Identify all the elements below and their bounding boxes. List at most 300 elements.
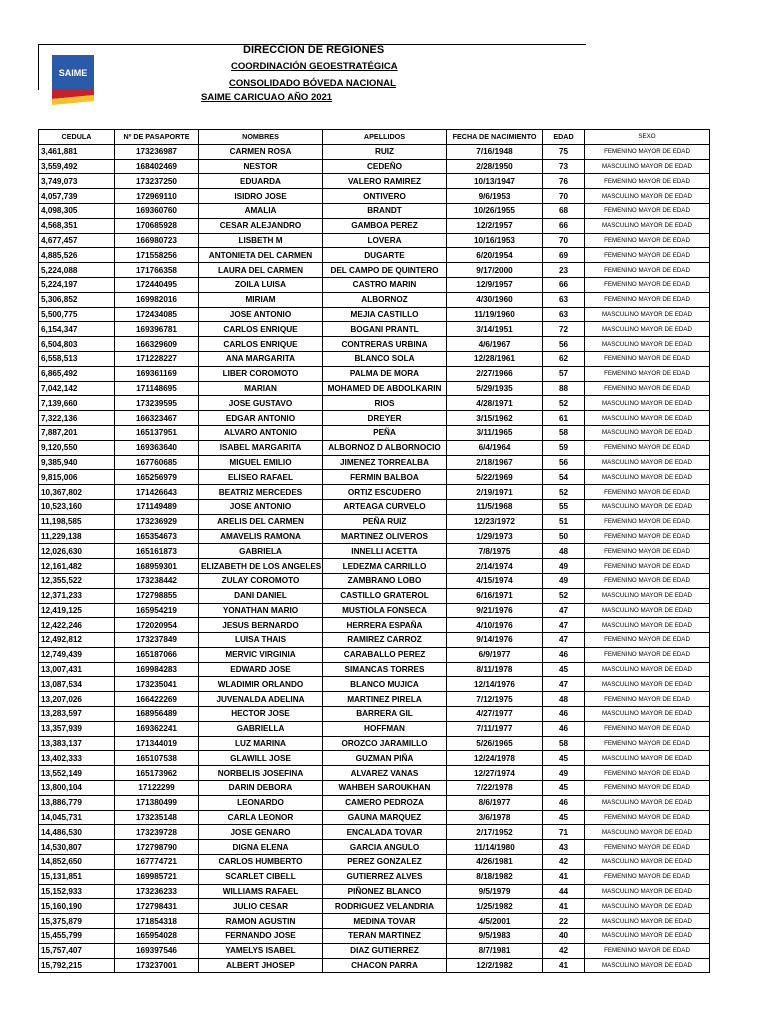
cell-cedula: 15,455,799 xyxy=(39,929,115,944)
cell-apellidos: BARRERA GIL xyxy=(323,707,447,722)
cell-pasaporte: 171558256 xyxy=(115,248,199,263)
cell-cedula: 3,461,881 xyxy=(39,144,115,159)
table-row xyxy=(39,514,710,529)
cell-nombres: EDWARD JOSE xyxy=(199,662,323,677)
cell-cedula: 3,559,492 xyxy=(39,159,115,174)
table-row xyxy=(39,203,710,218)
table-row xyxy=(39,677,710,692)
cell-apellidos: CHACON PARRA xyxy=(323,958,447,973)
cell-fecha-nacimiento: 12/2/1957 xyxy=(447,218,543,233)
cell-nombres: HECTOR JOSE xyxy=(199,707,323,722)
cell-sexo: MASCULINO MAYOR DE EDAD xyxy=(585,470,710,485)
cell-apellidos: CASTRO MARIN xyxy=(323,277,447,292)
cell-edad: 41 xyxy=(543,869,585,884)
cell-cedula: 4,568,351 xyxy=(39,218,115,233)
cell-edad: 71 xyxy=(543,825,585,840)
cell-fecha-nacimiento: 9/14/1976 xyxy=(447,633,543,648)
cell-cedula: 7,887,201 xyxy=(39,425,115,440)
cell-sexo: MASCULINO MAYOR DE EDAD xyxy=(585,425,710,440)
cell-edad: 70 xyxy=(543,233,585,248)
cell-edad: 47 xyxy=(543,618,585,633)
cell-pasaporte: 173235041 xyxy=(115,677,199,692)
cell-fecha-nacimiento: 2/18/1967 xyxy=(447,455,543,470)
cell-cedula: 11,229,138 xyxy=(39,529,115,544)
cell-sexo: MASCULINO MAYOR DE EDAD xyxy=(585,396,710,411)
cell-fecha-nacimiento: 8/18/1982 xyxy=(447,869,543,884)
cell-edad: 46 xyxy=(543,795,585,810)
cell-pasaporte: 166329609 xyxy=(115,337,199,352)
cell-cedula: 12,419,125 xyxy=(39,603,115,618)
cell-cedula: 13,283,597 xyxy=(39,707,115,722)
cell-pasaporte: 171380499 xyxy=(115,795,199,810)
cell-sexo: FEMENINO MAYOR DE EDAD xyxy=(585,381,710,396)
cell-fecha-nacimiento: 9/17/2000 xyxy=(447,263,543,278)
cell-apellidos: ALBORNOZ xyxy=(323,292,447,307)
cell-pasaporte: 169982016 xyxy=(115,292,199,307)
cell-edad: 45 xyxy=(543,662,585,677)
table-row xyxy=(39,396,710,411)
cell-apellidos: ENCALADA TOVAR xyxy=(323,825,447,840)
cell-edad: 23 xyxy=(543,263,585,278)
cell-apellidos: MEDINA TOVAR xyxy=(323,914,447,929)
table-row xyxy=(39,958,710,973)
cell-edad: 52 xyxy=(543,485,585,500)
cell-nombres: JESUS BERNARDO xyxy=(199,618,323,633)
cell-sexo: MASCULINO MAYOR DE EDAD xyxy=(585,218,710,233)
cell-sexo: FEMENINO MAYOR DE EDAD xyxy=(585,277,710,292)
cell-apellidos: MEJIA CASTILLO xyxy=(323,307,447,322)
cell-fecha-nacimiento: 1/25/1982 xyxy=(447,899,543,914)
cell-apellidos: LOVERA xyxy=(323,233,447,248)
cell-nombres: MARIAN xyxy=(199,381,323,396)
cell-pasaporte: 169361169 xyxy=(115,366,199,381)
cell-apellidos: PEÑA xyxy=(323,425,447,440)
cell-apellidos: VALERO RAMIREZ xyxy=(323,174,447,189)
cell-sexo: FEMENINO MAYOR DE EDAD xyxy=(585,485,710,500)
cell-nombres: DANI DANIEL xyxy=(199,588,323,603)
cell-sexo: MASCULINO MAYOR DE EDAD xyxy=(585,322,710,337)
cell-pasaporte: 172969110 xyxy=(115,189,199,204)
cell-nombres: CARMEN ROSA xyxy=(199,144,323,159)
cell-fecha-nacimiento: 4/30/1960 xyxy=(447,292,543,307)
cell-sexo: MASCULINO MAYOR DE EDAD xyxy=(585,662,710,677)
cell-cedula: 14,530,807 xyxy=(39,840,115,855)
cell-apellidos: BLANCO MUJICA xyxy=(323,677,447,692)
cell-edad: 68 xyxy=(543,203,585,218)
cell-nombres: GABRIELLA xyxy=(199,721,323,736)
cell-edad: 47 xyxy=(543,603,585,618)
cell-apellidos: MARTINEZ OLIVEROS xyxy=(323,529,447,544)
cell-fecha-nacimiento: 12/14/1976 xyxy=(447,677,543,692)
cell-pasaporte: 168402469 xyxy=(115,159,199,174)
cell-apellidos: MUSTIOLA FONSECA xyxy=(323,603,447,618)
cell-edad: 52 xyxy=(543,588,585,603)
table-row xyxy=(39,899,710,914)
table-row xyxy=(39,322,710,337)
cell-pasaporte: 17122299 xyxy=(115,781,199,796)
cell-nombres: FERNANDO JOSE xyxy=(199,929,323,944)
cell-cedula: 6,154,347 xyxy=(39,322,115,337)
cell-sexo: MASCULINO MAYOR DE EDAD xyxy=(585,189,710,204)
cell-edad: 59 xyxy=(543,440,585,455)
subtitle-consolidado: CONSOLIDADO BÓVEDA NACIONAL xyxy=(229,78,396,89)
cell-fecha-nacimiento: 12/27/1974 xyxy=(447,766,543,781)
cell-nombres: MERVIC VIRGINIA xyxy=(199,647,323,662)
cell-apellidos: DEL CAMPO DE QUINTERO xyxy=(323,263,447,278)
cell-sexo: FEMENINO MAYOR DE EDAD xyxy=(585,233,710,248)
table-row xyxy=(39,174,710,189)
cell-nombres: CARLOS HUMBERTO xyxy=(199,855,323,870)
cell-fecha-nacimiento: 9/21/1976 xyxy=(447,603,543,618)
cell-cedula: 4,885,526 xyxy=(39,248,115,263)
table-row xyxy=(39,943,710,958)
records-table xyxy=(38,129,710,973)
cell-pasaporte: 165161873 xyxy=(115,544,199,559)
cell-cedula: 13,007,431 xyxy=(39,662,115,677)
cell-pasaporte: 173237250 xyxy=(115,174,199,189)
cell-sexo: MASCULINO MAYOR DE EDAD xyxy=(585,825,710,840)
cell-sexo: FEMENINO MAYOR DE EDAD xyxy=(585,514,710,529)
cell-pasaporte: 173236929 xyxy=(115,514,199,529)
cell-edad: 70 xyxy=(543,189,585,204)
cell-sexo: MASCULINO MAYOR DE EDAD xyxy=(585,958,710,973)
cell-cedula: 13,886,779 xyxy=(39,795,115,810)
cell-apellidos: CONTRERAS URBINA xyxy=(323,337,447,352)
cell-apellidos: RODRIGUEZ VELANDRIA xyxy=(323,899,447,914)
cell-apellidos: CASTILLO GRATEROL xyxy=(323,588,447,603)
header-left-rule xyxy=(38,44,39,90)
subtitle-office-year: SAIME CARICUAO AÑO 2021 xyxy=(201,92,333,103)
cell-sexo: FEMENINO MAYOR DE EDAD xyxy=(585,633,710,648)
table-row xyxy=(39,573,710,588)
cell-nombres: ANTONIETA DEL CARMEN xyxy=(199,248,323,263)
cell-sexo: MASCULINO MAYOR DE EDAD xyxy=(585,899,710,914)
cell-apellidos: ALVAREZ VANAS xyxy=(323,766,447,781)
table-row xyxy=(39,810,710,825)
cell-edad: 55 xyxy=(543,499,585,514)
cell-cedula: 9,815,006 xyxy=(39,470,115,485)
table-row xyxy=(39,366,710,381)
cell-cedula: 5,224,088 xyxy=(39,263,115,278)
cell-pasaporte: 168956489 xyxy=(115,707,199,722)
cell-fecha-nacimiento: 8/11/1978 xyxy=(447,662,543,677)
column-header-pasaporte: Nº DE PASAPORTE xyxy=(115,130,199,145)
table-row xyxy=(39,707,710,722)
cell-edad: 57 xyxy=(543,366,585,381)
cell-cedula: 10,523,160 xyxy=(39,499,115,514)
cell-sexo: FEMENINO MAYOR DE EDAD xyxy=(585,692,710,707)
cell-fecha-nacimiento: 10/16/1953 xyxy=(447,233,543,248)
cell-sexo: FEMENINO MAYOR DE EDAD xyxy=(585,810,710,825)
cell-cedula: 12,371,233 xyxy=(39,588,115,603)
cell-cedula: 12,355,522 xyxy=(39,573,115,588)
cell-sexo: MASCULINO MAYOR DE EDAD xyxy=(585,795,710,810)
cell-fecha-nacimiento: 12/24/1978 xyxy=(447,751,543,766)
cell-nombres: SCARLET CIBELL xyxy=(199,869,323,884)
cell-fecha-nacimiento: 2/19/1971 xyxy=(447,485,543,500)
cell-sexo: FEMENINO MAYOR DE EDAD xyxy=(585,248,710,263)
cell-cedula: 10,367,802 xyxy=(39,485,115,500)
cell-edad: 41 xyxy=(543,958,585,973)
cell-sexo: FEMENINO MAYOR DE EDAD xyxy=(585,366,710,381)
cell-nombres: EDGAR ANTONIO xyxy=(199,411,323,426)
cell-fecha-nacimiento: 2/27/1966 xyxy=(447,366,543,381)
cell-pasaporte: 165354673 xyxy=(115,529,199,544)
cell-fecha-nacimiento: 8/6/1977 xyxy=(447,795,543,810)
cell-fecha-nacimiento: 6/20/1954 xyxy=(447,248,543,263)
cell-fecha-nacimiento: 7/12/1975 xyxy=(447,692,543,707)
cell-pasaporte: 172020954 xyxy=(115,618,199,633)
cell-apellidos: RUIZ xyxy=(323,144,447,159)
cell-edad: 56 xyxy=(543,455,585,470)
cell-pasaporte: 173237849 xyxy=(115,633,199,648)
cell-pasaporte: 165137951 xyxy=(115,425,199,440)
cell-pasaporte: 165954028 xyxy=(115,929,199,944)
cell-sexo: FEMENINO MAYOR DE EDAD xyxy=(585,174,710,189)
cell-fecha-nacimiento: 7/8/1975 xyxy=(447,544,543,559)
cell-edad: 49 xyxy=(543,766,585,781)
cell-edad: 52 xyxy=(543,396,585,411)
cell-edad: 88 xyxy=(543,381,585,396)
cell-nombres: WILLIAMS RAFAEL xyxy=(199,884,323,899)
subtitle-coordinacion: COORDINACIÓN GEOESTRATÉGICA xyxy=(231,61,398,72)
cell-sexo: MASCULINO MAYOR DE EDAD xyxy=(585,455,710,470)
cell-sexo: FEMENINO MAYOR DE EDAD xyxy=(585,440,710,455)
cell-cedula: 12,749,439 xyxy=(39,647,115,662)
cell-nombres: ALBERT JHOSEP xyxy=(199,958,323,973)
cell-nombres: YONATHAN MARIO xyxy=(199,603,323,618)
cell-pasaporte: 169396781 xyxy=(115,322,199,337)
cell-pasaporte: 170685928 xyxy=(115,218,199,233)
table-row xyxy=(39,337,710,352)
cell-cedula: 14,045,731 xyxy=(39,810,115,825)
cell-cedula: 6,558,513 xyxy=(39,351,115,366)
table-row xyxy=(39,292,710,307)
cell-cedula: 15,757,407 xyxy=(39,943,115,958)
table-row xyxy=(39,751,710,766)
cell-sexo: FEMENINO MAYOR DE EDAD xyxy=(585,351,710,366)
cell-nombres: MIGUEL EMILIO xyxy=(199,455,323,470)
cell-fecha-nacimiento: 11/14/1980 xyxy=(447,840,543,855)
cell-sexo: FEMENINO MAYOR DE EDAD xyxy=(585,144,710,159)
cell-sexo: MASCULINO MAYOR DE EDAD xyxy=(585,929,710,944)
cell-fecha-nacimiento: 4/26/1981 xyxy=(447,855,543,870)
cell-edad: 63 xyxy=(543,307,585,322)
column-header-cedula: CEDULA xyxy=(39,130,115,145)
table-row xyxy=(39,277,710,292)
cell-apellidos: DUGARTE xyxy=(323,248,447,263)
cell-nombres: GLAWILL JOSE xyxy=(199,751,323,766)
cell-nombres: NESTOR xyxy=(199,159,323,174)
table-row xyxy=(39,144,710,159)
cell-fecha-nacimiento: 2/28/1950 xyxy=(447,159,543,174)
table-row xyxy=(39,647,710,662)
cell-sexo: MASCULINO MAYOR DE EDAD xyxy=(585,884,710,899)
cell-sexo: MASCULINO MAYOR DE EDAD xyxy=(585,618,710,633)
table-row xyxy=(39,544,710,559)
cell-fecha-nacimiento: 5/29/1935 xyxy=(447,381,543,396)
cell-fecha-nacimiento: 6/4/1964 xyxy=(447,440,543,455)
table-row xyxy=(39,692,710,707)
cell-edad: 54 xyxy=(543,470,585,485)
table-row xyxy=(39,233,710,248)
cell-nombres: LIBER COROMOTO xyxy=(199,366,323,381)
cell-pasaporte: 165954219 xyxy=(115,603,199,618)
cell-pasaporte: 173237001 xyxy=(115,958,199,973)
table-row xyxy=(39,588,710,603)
cell-fecha-nacimiento: 4/5/2001 xyxy=(447,914,543,929)
table-row xyxy=(39,218,710,233)
cell-fecha-nacimiento: 4/10/1976 xyxy=(447,618,543,633)
table-row xyxy=(39,351,710,366)
table-row xyxy=(39,781,710,796)
cell-apellidos: GAUNA MARQUEZ xyxy=(323,810,447,825)
cell-edad: 45 xyxy=(543,810,585,825)
cell-pasaporte: 165173962 xyxy=(115,766,199,781)
cell-sexo: MASCULINO MAYOR DE EDAD xyxy=(585,677,710,692)
cell-apellidos: PEÑA RUIZ xyxy=(323,514,447,529)
cell-edad: 47 xyxy=(543,677,585,692)
table-header-row xyxy=(39,130,710,145)
cell-cedula: 6,504,803 xyxy=(39,337,115,352)
cell-nombres: LEONARDO xyxy=(199,795,323,810)
cell-edad: 47 xyxy=(543,633,585,648)
cell-cedula: 15,131,851 xyxy=(39,869,115,884)
cell-edad: 49 xyxy=(543,573,585,588)
cell-edad: 45 xyxy=(543,781,585,796)
cell-pasaporte: 169397546 xyxy=(115,943,199,958)
cell-pasaporte: 171149489 xyxy=(115,499,199,514)
cell-apellidos: CAMERO PEDROZA xyxy=(323,795,447,810)
cell-sexo: MASCULINO MAYOR DE EDAD xyxy=(585,337,710,352)
cell-sexo: MASCULINO MAYOR DE EDAD xyxy=(585,855,710,870)
cell-nombres: YAMELYS ISABEL xyxy=(199,943,323,958)
cell-nombres: ISIDRO JOSE xyxy=(199,189,323,204)
cell-sexo: MASCULINO MAYOR DE EDAD xyxy=(585,603,710,618)
cell-pasaporte: 168959301 xyxy=(115,559,199,574)
column-header-fecha-nacimiento: FECHA DE NACIMIENTO xyxy=(447,130,543,145)
cell-fecha-nacimiento: 12/9/1957 xyxy=(447,277,543,292)
table-row xyxy=(39,159,710,174)
cell-apellidos: FERMIN BALBOA xyxy=(323,470,447,485)
cell-apellidos: GUZMAN PIÑA xyxy=(323,751,447,766)
cell-apellidos: HERRERA ESPAÑA xyxy=(323,618,447,633)
cell-edad: 42 xyxy=(543,943,585,958)
cell-pasaporte: 165187066 xyxy=(115,647,199,662)
cell-pasaporte: 171148695 xyxy=(115,381,199,396)
cell-fecha-nacimiento: 6/9/1977 xyxy=(447,647,543,662)
cell-cedula: 15,375,879 xyxy=(39,914,115,929)
table-row xyxy=(39,529,710,544)
table-row xyxy=(39,485,710,500)
cell-fecha-nacimiento: 1/29/1973 xyxy=(447,529,543,544)
table-row xyxy=(39,618,710,633)
cell-nombres: EDUARDA xyxy=(199,174,323,189)
table-row xyxy=(39,855,710,870)
table-row xyxy=(39,633,710,648)
column-header-nombres: NOMBRES xyxy=(199,130,323,145)
cell-sexo: MASCULINO MAYOR DE EDAD xyxy=(585,751,710,766)
cell-edad: 72 xyxy=(543,322,585,337)
cell-sexo: FEMENINO MAYOR DE EDAD xyxy=(585,840,710,855)
cell-sexo: MASCULINO MAYOR DE EDAD xyxy=(585,588,710,603)
cell-apellidos: GAMBOA PEREZ xyxy=(323,218,447,233)
cell-nombres: ELISEO RAFAEL xyxy=(199,470,323,485)
cell-apellidos: ORTIZ ESCUDERO xyxy=(323,485,447,500)
column-header-edad: EDAD xyxy=(543,130,585,145)
cell-pasaporte: 166422269 xyxy=(115,692,199,707)
table-row xyxy=(39,795,710,810)
cell-sexo: FEMENINO MAYOR DE EDAD xyxy=(585,736,710,751)
cell-edad: 22 xyxy=(543,914,585,929)
cell-cedula: 13,357,939 xyxy=(39,721,115,736)
cell-cedula: 4,677,457 xyxy=(39,233,115,248)
cell-nombres: ARELIS DEL CARMEN xyxy=(199,514,323,529)
cell-nombres: ELIZABETH DE LOS ANGELES xyxy=(199,559,323,574)
cell-pasaporte: 169360760 xyxy=(115,203,199,218)
cell-pasaporte: 169362241 xyxy=(115,721,199,736)
cell-edad: 50 xyxy=(543,529,585,544)
table-body xyxy=(39,144,710,973)
cell-sexo: FEMENINO MAYOR DE EDAD xyxy=(585,766,710,781)
cell-fecha-nacimiento: 7/11/1977 xyxy=(447,721,543,736)
cell-cedula: 7,139,660 xyxy=(39,396,115,411)
cell-nombres: ZULAY COROMOTO xyxy=(199,573,323,588)
cell-nombres: WLADIMIR ORLANDO xyxy=(199,677,323,692)
cell-sexo: FEMENINO MAYOR DE EDAD xyxy=(585,781,710,796)
cell-nombres: NORBELIS JOSEFINA xyxy=(199,766,323,781)
cell-pasaporte: 169985721 xyxy=(115,869,199,884)
cell-nombres: GABRIELA xyxy=(199,544,323,559)
cell-fecha-nacimiento: 8/7/1981 xyxy=(447,943,543,958)
cell-edad: 40 xyxy=(543,929,585,944)
table-row xyxy=(39,455,710,470)
cell-cedula: 15,152,933 xyxy=(39,884,115,899)
cell-edad: 49 xyxy=(543,559,585,574)
saime-logo xyxy=(52,55,94,107)
cell-apellidos: CARABALLO PEREZ xyxy=(323,647,447,662)
cell-fecha-nacimiento: 3/6/1978 xyxy=(447,810,543,825)
cell-edad: 44 xyxy=(543,884,585,899)
cell-apellidos: LEDEZMA CARRILLO xyxy=(323,559,447,574)
cell-sexo: FEMENINO MAYOR DE EDAD xyxy=(585,203,710,218)
cell-cedula: 15,792,215 xyxy=(39,958,115,973)
cell-pasaporte: 173236987 xyxy=(115,144,199,159)
cell-edad: 48 xyxy=(543,544,585,559)
cell-nombres: LISBETH M xyxy=(199,233,323,248)
cell-nombres: JOSE ANTONIO xyxy=(199,499,323,514)
cell-nombres: MIRIAM xyxy=(199,292,323,307)
cell-sexo: MASCULINO MAYOR DE EDAD xyxy=(585,499,710,514)
cell-pasaporte: 165107538 xyxy=(115,751,199,766)
cell-sexo: FEMENINO MAYOR DE EDAD xyxy=(585,529,710,544)
cell-apellidos: ONTIVERO xyxy=(323,189,447,204)
cell-apellidos: ALBORNOZ D ALBORNOCIO xyxy=(323,440,447,455)
cell-pasaporte: 167760685 xyxy=(115,455,199,470)
cell-pasaporte: 173239728 xyxy=(115,825,199,840)
cell-fecha-nacimiento: 10/26/1955 xyxy=(447,203,543,218)
cell-edad: 61 xyxy=(543,411,585,426)
cell-sexo: FEMENINO MAYOR DE EDAD xyxy=(585,559,710,574)
cell-apellidos: DIAZ GUTIERREZ xyxy=(323,943,447,958)
cell-pasaporte: 173236233 xyxy=(115,884,199,899)
cell-nombres: ISABEL MARGARITA xyxy=(199,440,323,455)
cell-nombres: LUISA THAIS xyxy=(199,633,323,648)
table-row xyxy=(39,411,710,426)
cell-sexo: FEMENINO MAYOR DE EDAD xyxy=(585,943,710,958)
table-row xyxy=(39,662,710,677)
cell-fecha-nacimiento: 7/22/1978 xyxy=(447,781,543,796)
